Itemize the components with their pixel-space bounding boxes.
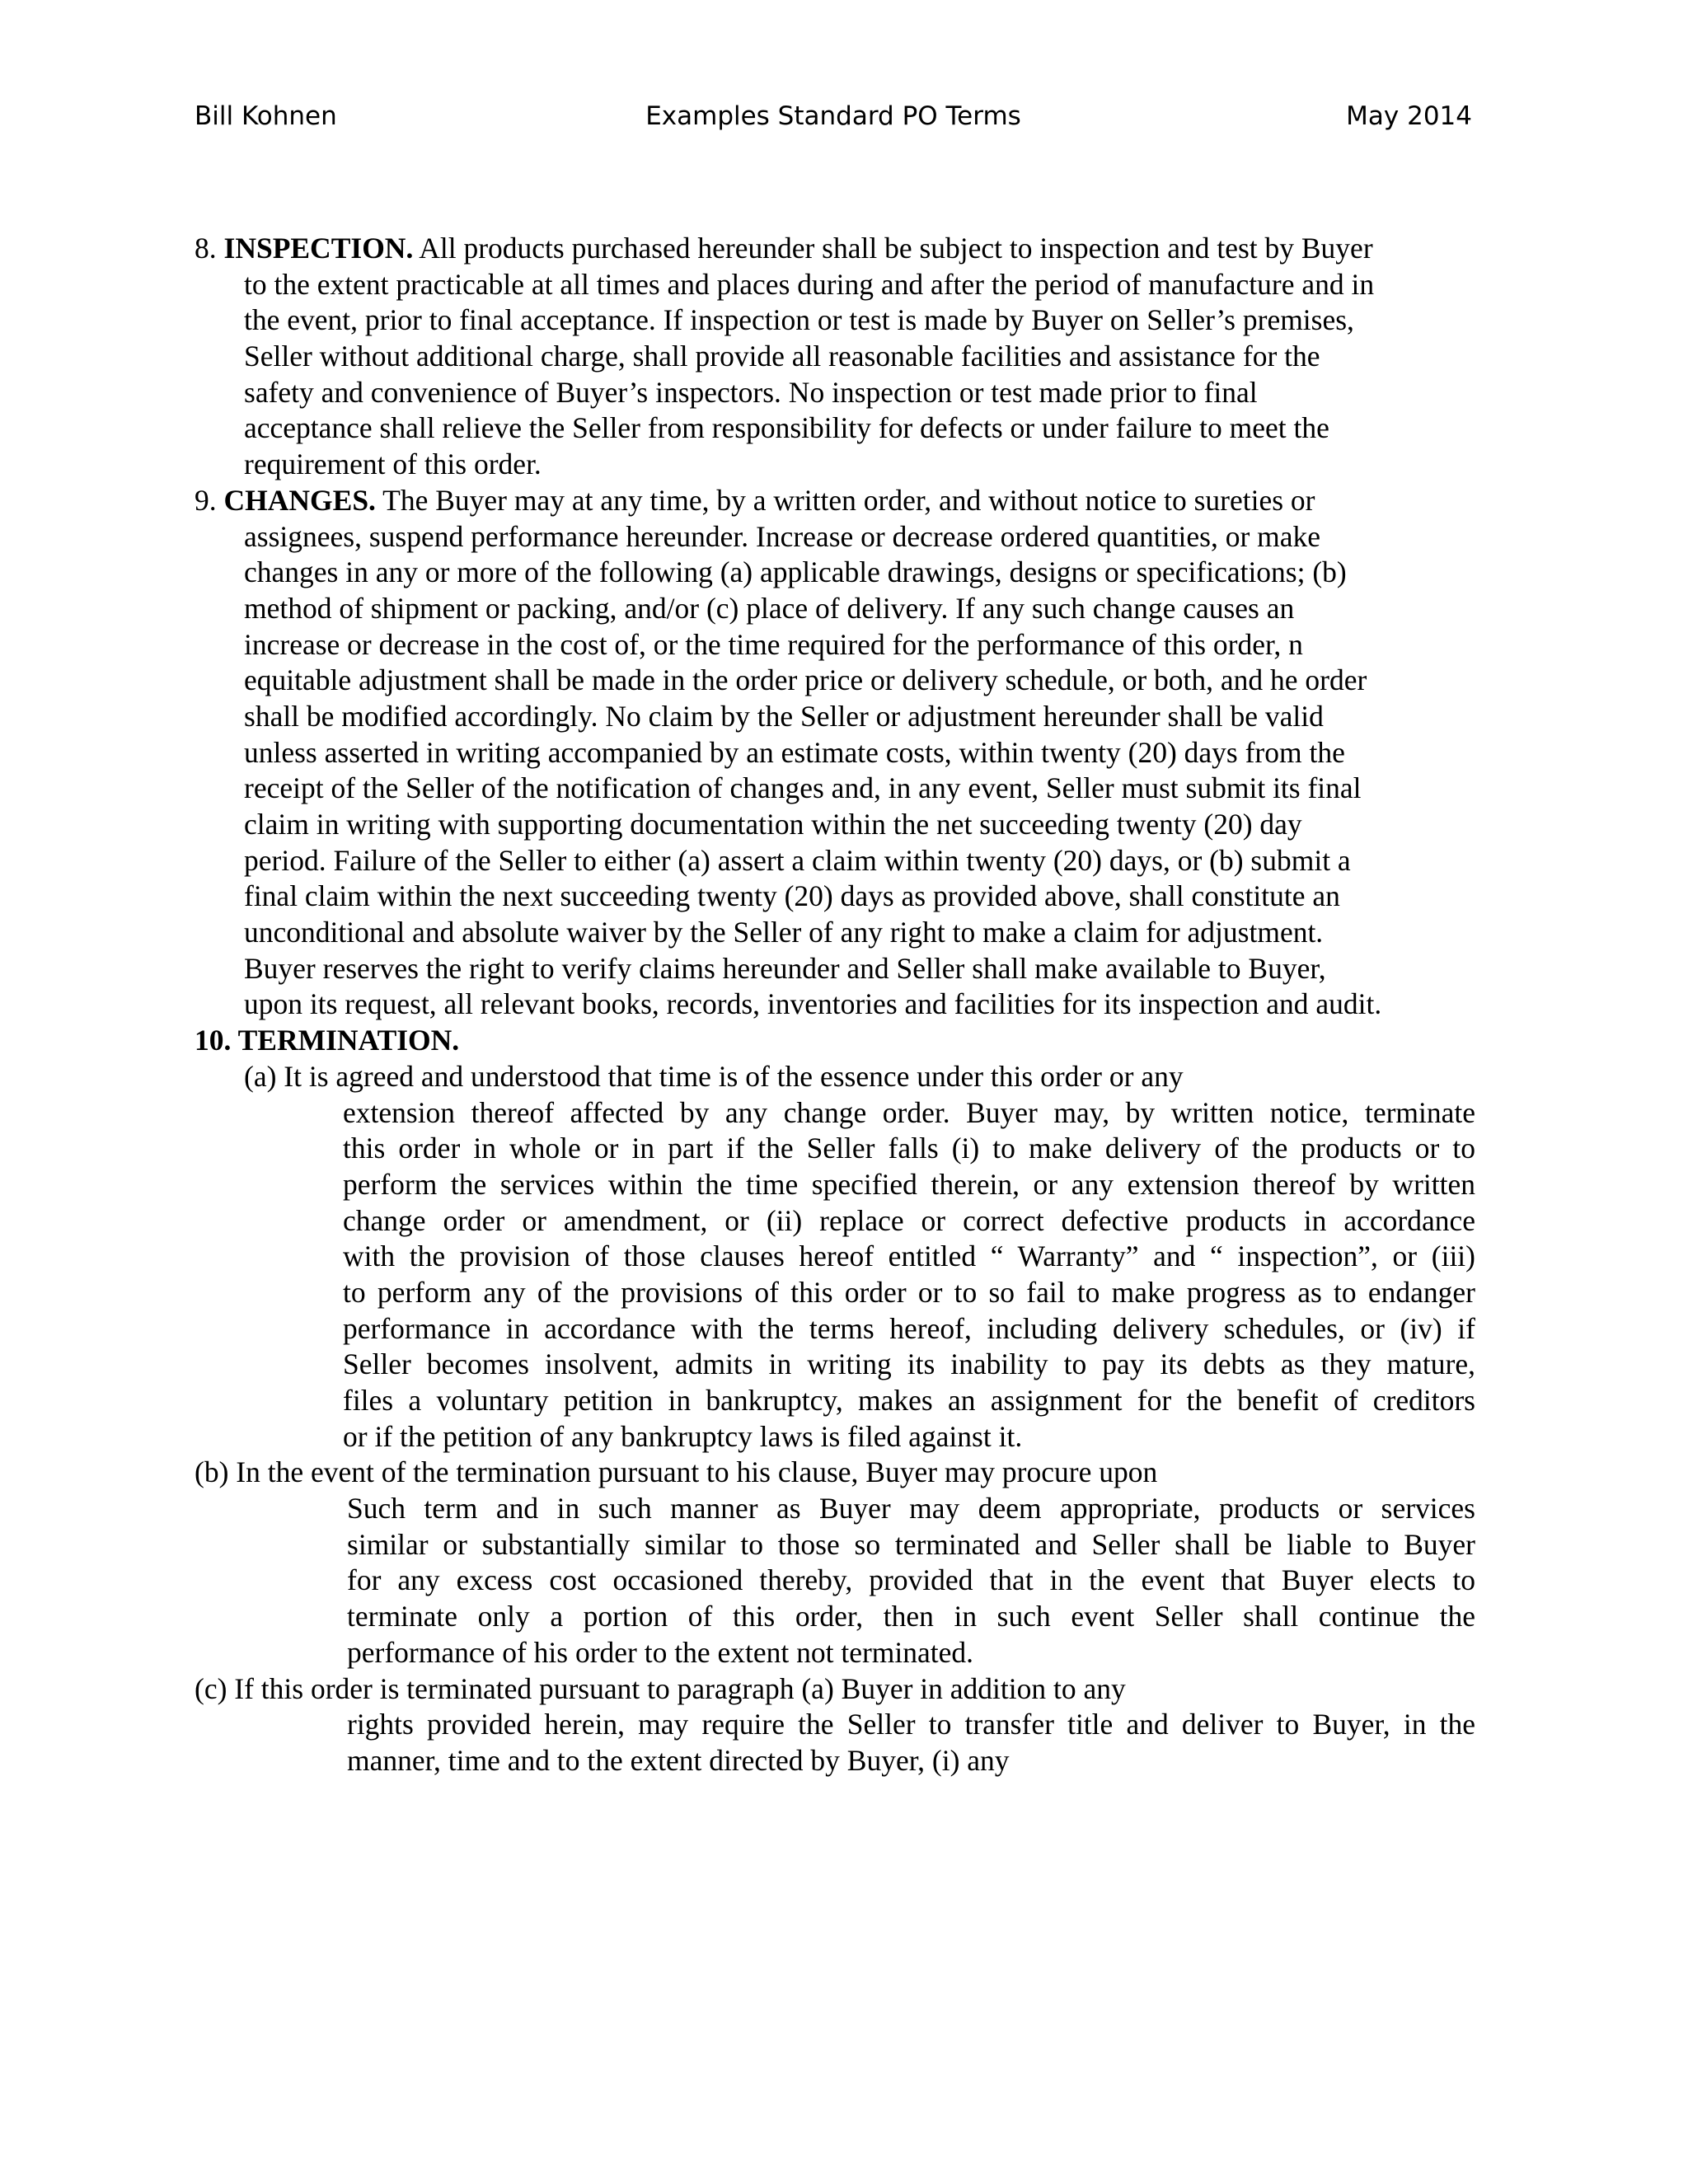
paragraph-line: final claim within the next succeeding twenty (20) days as provided above, shall constitute an xyxy=(244,879,1340,913)
paragraph-line: the event, prior to final acceptance. If inspection or test is made by Buyer on Seller’s premises, xyxy=(244,303,1354,337)
paragraph-line: rights provided herein, may require the Seller to transfer title and deliver to Buyer, in the xyxy=(347,1708,1475,1741)
paragraph-line: for any excess cost occasioned thereby, provided that in the event that Buyer elects to xyxy=(347,1563,1475,1597)
paragraph-line: claim in writing with supporting documentation within the net succeeding twenty (20) day xyxy=(244,808,1302,841)
paragraph-line: Seller without additional charge, shall provide all reasonable facilities and assistance for the xyxy=(244,340,1320,373)
paragraph-line: method of shipment or packing, and/or (c) place of delivery. If any such change causes an xyxy=(244,591,1295,625)
paragraph-line: to perform any of the provisions of this order or to so fail to make progress as to endanger xyxy=(343,1275,1475,1309)
clause-b-lead: (b) In the event of the termination pursuant to his clause, Buyer may procure upon xyxy=(195,1455,1158,1489)
paragraph-line: files a voluntary petition in bankruptcy, makes an assignment for the benefit of creditors xyxy=(343,1384,1475,1417)
paragraph-line: equitable adjustment shall be made in the order price or delivery schedule, or both, and he order xyxy=(244,663,1367,697)
paragraph-line: safety and convenience of Buyer’s inspectors. No inspection or test made prior to final xyxy=(244,375,1258,409)
paragraph-line: similar or substantially similar to those so terminated and Seller shall be liable to Buyer xyxy=(347,1527,1475,1561)
section-number: 8. xyxy=(195,232,224,265)
page-header xyxy=(195,96,1472,137)
paragraph-line: perform the services within the time specified therein, or any extension thereof by written xyxy=(343,1167,1475,1201)
paragraph-line: this order in whole or in part if the Seller falls (i) to make delivery of the products or to xyxy=(343,1132,1475,1165)
section-inspection xyxy=(195,231,1475,483)
document-body xyxy=(195,231,1475,1779)
paragraph-line: Seller becomes insolvent, admits in writing its inability to pay its debts as they mature, xyxy=(343,1347,1475,1381)
clause-a-lead: (a) It is agreed and understood that time is of the essence under this order or any xyxy=(244,1059,1184,1093)
section-changes xyxy=(195,483,1475,1023)
paragraph-line: acceptance shall relieve the Seller from responsibility for defects or under failure to meet the xyxy=(244,411,1329,445)
header-title: Examples Standard PO Terms xyxy=(645,101,1021,131)
paragraph-line: terminate only a portion of this order, then in such event Seller shall continue the xyxy=(347,1600,1475,1633)
header-author: Bill Kohnen xyxy=(195,101,337,131)
header-date: May 2014 xyxy=(1346,101,1472,131)
paragraph-line: period. Failure of the Seller to either (a) assert a claim within twenty (20) days, or (b) submit a xyxy=(244,843,1351,877)
paragraph-line: unless asserted in writing accompanied by an estimate costs, within twenty (20) days from the xyxy=(244,735,1345,769)
paragraph-line: 9. CHANGES. The Buyer may at any time, by a written order, and without notice to sureties or xyxy=(195,483,1315,517)
paragraph-line: unconditional and absolute waiver by the Seller of any right to make a claim for adjustment. xyxy=(244,916,1324,949)
paragraph-line: increase or decrease in the cost of, or the time required for the performance of this order, n xyxy=(244,627,1303,661)
paragraph-line: requirement of this order. xyxy=(244,448,542,481)
paragraph-line: 8. INSPECTION. All products purchased hereunder shall be subject to inspection and test by Buyer xyxy=(195,232,1373,265)
paragraph-line: Such term and in such manner as Buyer may deem appropriate, products or services xyxy=(347,1492,1475,1526)
paragraph-line: Buyer reserves the right to verify claims hereunder and Seller shall make available to Buyer, xyxy=(244,951,1326,985)
section-number: 9. xyxy=(195,483,224,517)
paragraph-line: performance in accordance with the terms hereof, including delivery schedules, or (iv) if xyxy=(343,1311,1475,1345)
paragraph-line: extension thereof affected by any change order. Buyer may, by written notice, terminate xyxy=(343,1095,1475,1129)
paragraph-line: shall be modified accordingly. No claim by the Seller or adjustment hereunder shall be valid xyxy=(244,699,1324,733)
paragraph-line: manner, time and to the extent directed by Buyer, (i) any xyxy=(347,1743,1010,1777)
clause-c-lead: (c) If this order is terminated pursuant to paragraph (a) Buyer in addition to any xyxy=(195,1671,1126,1705)
paragraph-line: upon its request, all relevant books, records, inventories and facilities for its inspection and audit. xyxy=(244,987,1382,1021)
paragraph-line: with the provision of those clauses hereof entitled “ Warranty” and “ inspection”, or (iii) xyxy=(343,1240,1475,1273)
paragraph-line: changes in any or more of the following (a) applicable drawings, designs or specifications; (b) xyxy=(244,555,1347,589)
paragraph-line: change order or amendment, or (ii) replace or correct defective products in accordance xyxy=(343,1203,1475,1237)
paragraph-line: assignees, suspend performance hereunder. Increase or decrease ordered quantities, or make xyxy=(244,519,1321,553)
paragraph-line: performance of his order to the extent not terminated. xyxy=(347,1635,974,1669)
section-heading: CHANGES. xyxy=(223,483,376,517)
section-heading: 10. TERMINATION. xyxy=(195,1024,460,1057)
section-heading: INSPECTION. xyxy=(223,232,414,265)
paragraph-line: to the extent practicable at all times and places during and after the period of manufacture and in xyxy=(244,267,1375,301)
paragraph-line: or if the petition of any bankruptcy laws is filed against it. xyxy=(343,1419,1023,1453)
section-termination xyxy=(195,1023,1475,1779)
paragraph-line: receipt of the Seller of the notification of changes and, in any event, Seller must submit its final xyxy=(244,771,1362,805)
